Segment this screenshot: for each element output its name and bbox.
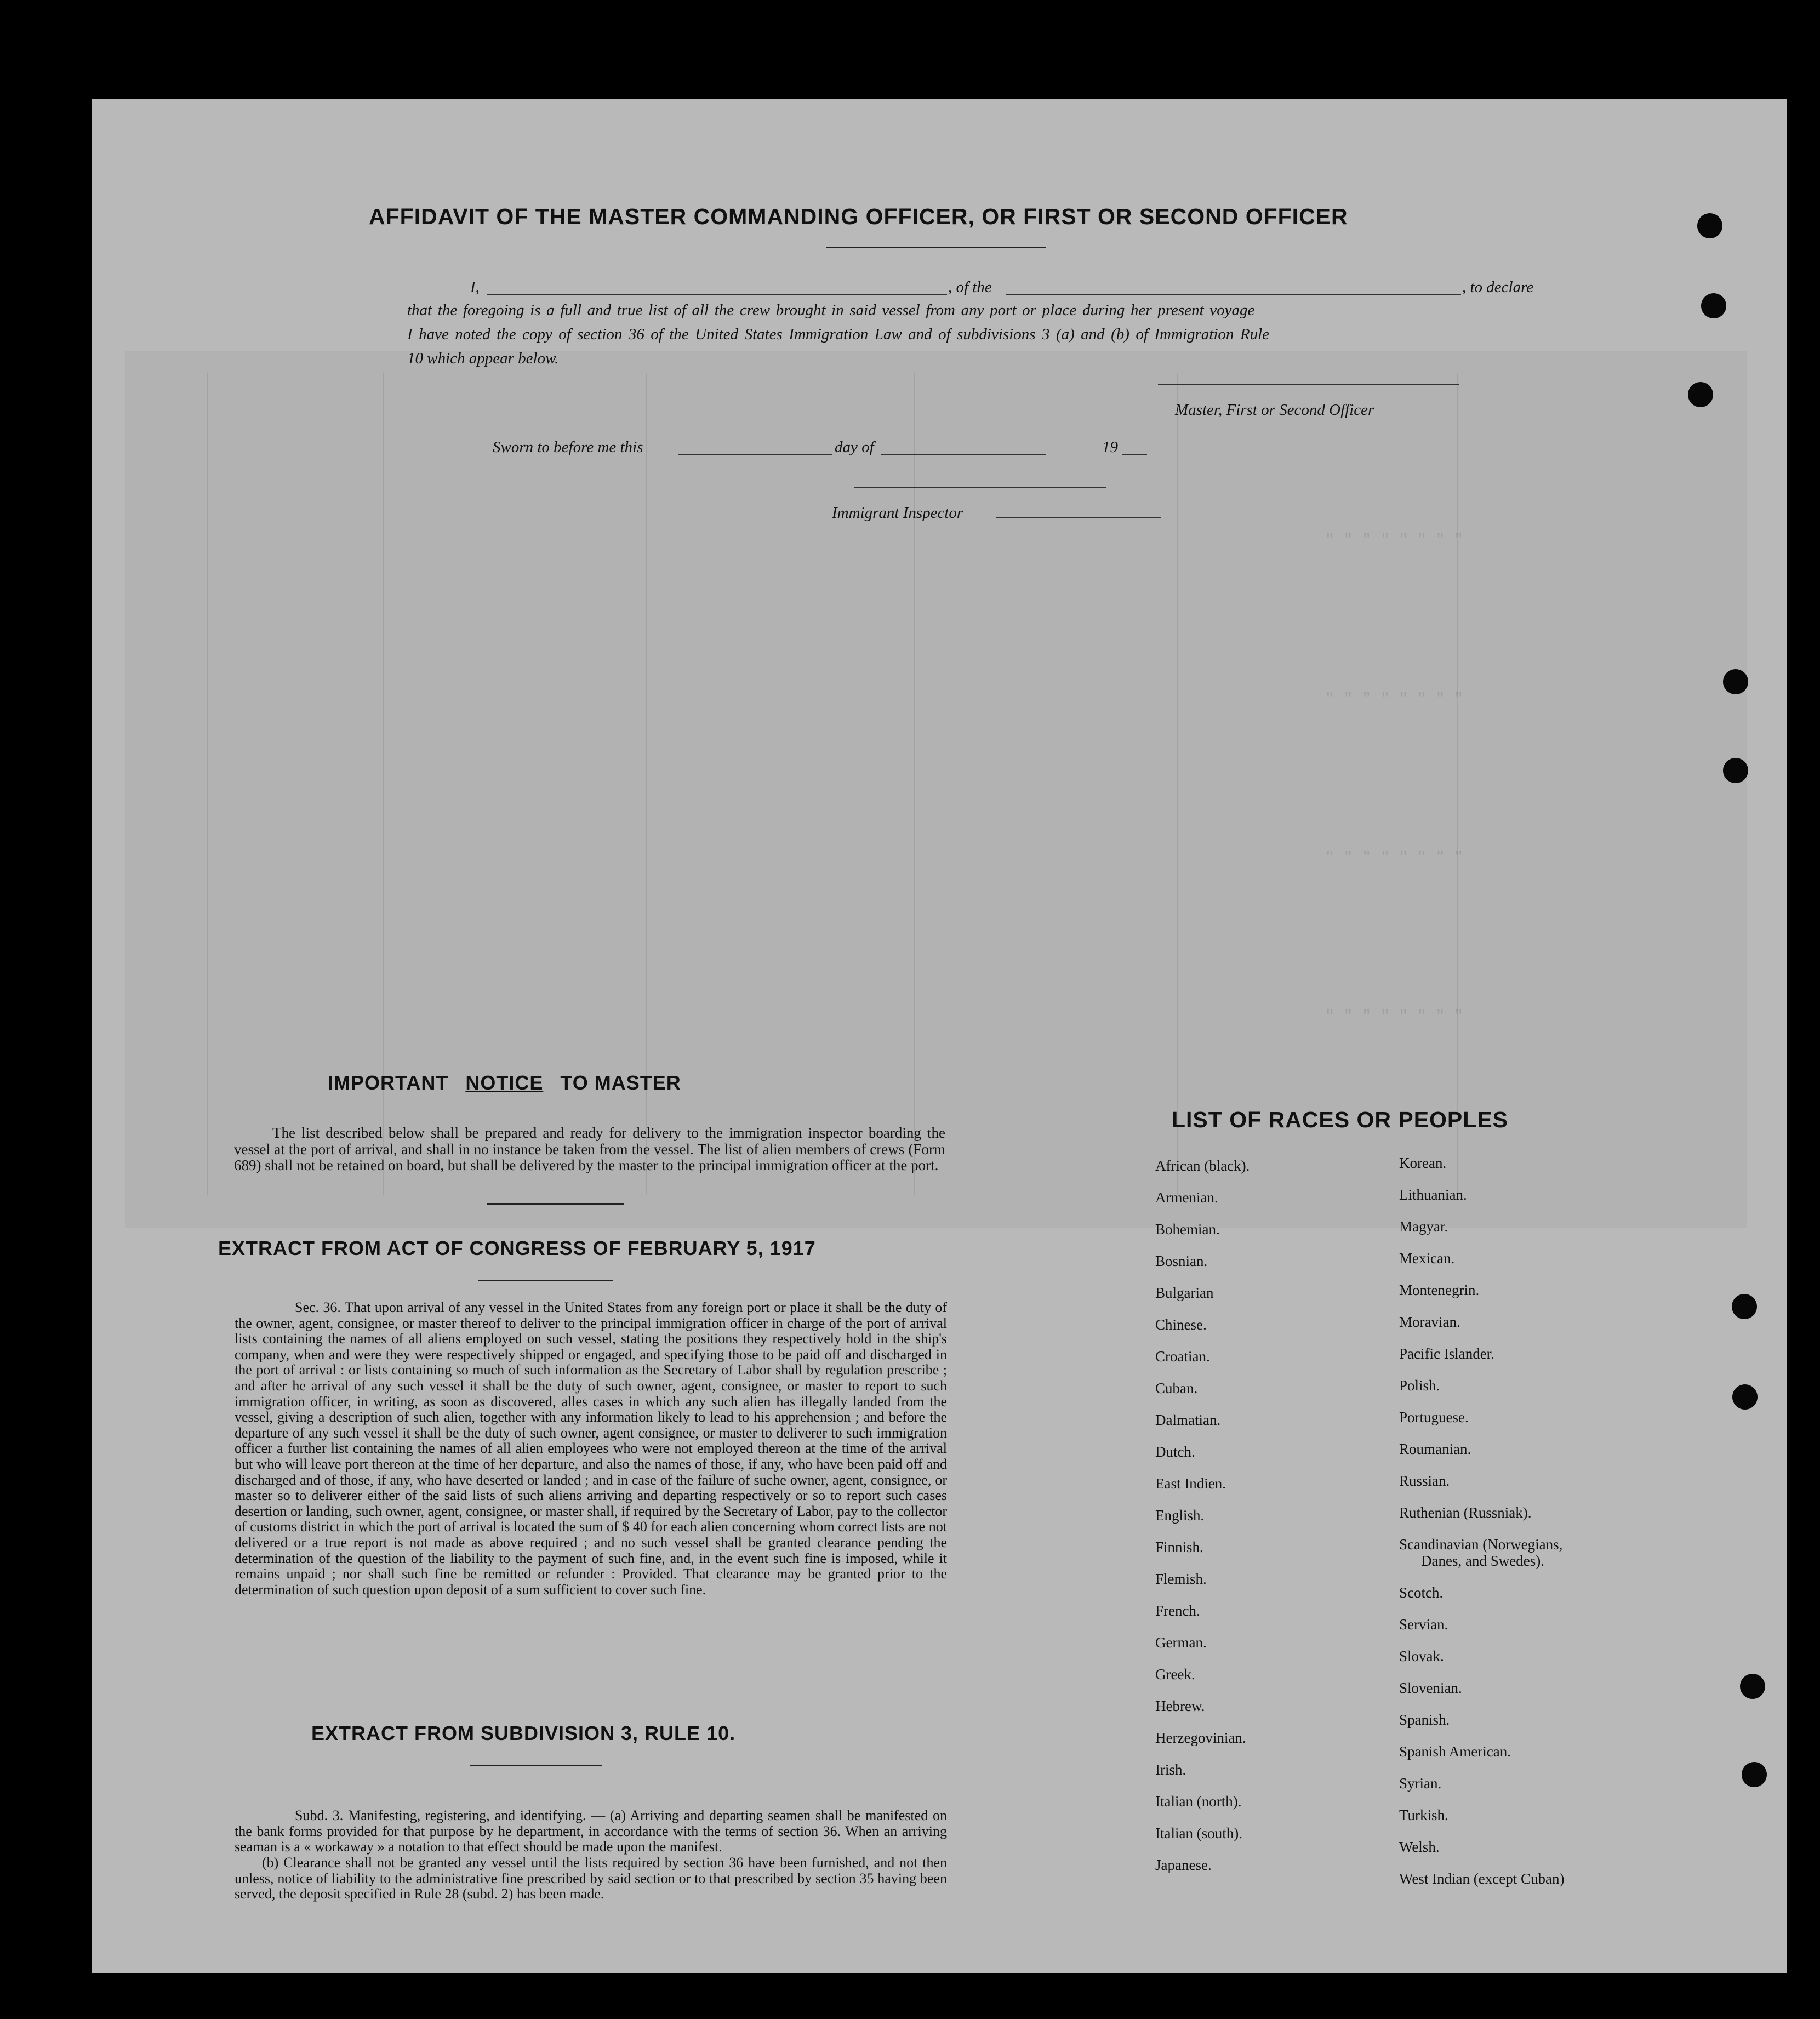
race-item: English. (1155, 1507, 1205, 1524)
vessel-blank[interactable] (1006, 294, 1461, 295)
races-title: LIST OF RACES OR PEOPLES (1172, 1107, 1509, 1132)
bleed-through-rule (1457, 373, 1458, 1195)
race-item: Flemish. (1155, 1571, 1207, 1587)
race-item: Welsh. (1399, 1839, 1440, 1855)
race-item: Spanish American. (1399, 1743, 1511, 1760)
race-item: Servian. (1399, 1616, 1448, 1633)
punch-hole (1701, 293, 1726, 318)
race-item: Mexican. (1399, 1250, 1455, 1267)
race-item: African (black). (1155, 1157, 1250, 1174)
punch-hole (1732, 1384, 1758, 1410)
affidavit-of-the: , of the (948, 278, 992, 296)
race-item: Croatian. (1155, 1348, 1210, 1365)
race-item: Scandinavian (Norwegians, (1399, 1536, 1563, 1553)
race-item: German. (1155, 1634, 1207, 1651)
race-item: Italian (south). (1155, 1825, 1242, 1841)
race-item: Spanish. (1399, 1712, 1450, 1728)
notice-title-notice: NOTICE (465, 1071, 544, 1094)
race-item: Slovenian. (1399, 1680, 1462, 1696)
inspector-label: Immigrant Inspector (832, 504, 963, 522)
affidavit-i: I, (470, 278, 480, 296)
act-title: EXTRACT FROM ACT OF CONGRESS OF FEBRUARY 5, 1917 (218, 1237, 816, 1259)
bleed-through-table (125, 351, 1747, 1228)
race-item: Armenian. (1155, 1189, 1218, 1206)
bleed-through-text: " " " " " " " " (1325, 1008, 1464, 1025)
race-item: Portuguese. (1399, 1409, 1469, 1425)
rule-text-b: (b) Clearance shall not be granted any vessel until the lists required by section 36 have been furnished, and not then unless, notice of liability to the administrative fine prescribed by said section or to that prescribed by section 35 having been served, the deposit specified in Rule 28 (subd. 2) has been made. (235, 1855, 947, 1902)
race-item: Polish. (1399, 1377, 1440, 1394)
bleed-through-text: " " " " " " " " (1325, 849, 1464, 866)
notice-title (328, 1071, 681, 1094)
race-item: Korean. (1399, 1155, 1447, 1171)
race-item: Bosnian. (1155, 1253, 1208, 1269)
year-label: 19 (1102, 438, 1118, 456)
race-item: East Indien. (1155, 1475, 1226, 1492)
punch-hole (1732, 1294, 1757, 1319)
race-item: Montenegrin. (1399, 1282, 1480, 1298)
rule-title-rule (470, 1765, 602, 1766)
race-item: Irish. (1155, 1761, 1186, 1778)
sworn-month-blank[interactable] (881, 454, 1046, 455)
inspector-signature-line[interactable] (854, 487, 1106, 488)
punch-hole (1723, 758, 1748, 783)
race-item: Bulgarian (1155, 1285, 1214, 1301)
race-item: French. (1155, 1602, 1200, 1619)
bleed-through-rule (207, 373, 208, 1195)
notice-rule (487, 1203, 624, 1205)
punch-hole (1688, 382, 1713, 407)
race-item: Roumanian. (1399, 1441, 1471, 1457)
race-item: Danes, and Swedes). (1421, 1553, 1544, 1569)
affidavit-line-3: I have noted the copy of section 36 of the United States Immigration Law and of subdivisions 3 (a) and (b) of Immigration Rule (407, 326, 1269, 343)
race-item: Magyar. (1399, 1218, 1448, 1235)
affidavit-title-rule (826, 247, 1046, 248)
race-item: Dalmatian. (1155, 1412, 1221, 1428)
document-page (92, 99, 1787, 1973)
bleed-through-text: " " " " " " " " (1325, 691, 1464, 708)
affidavit-title: AFFIDAVIT OF THE MASTER COMMANDING OFFICER, OR FIRST OR SECOND OFFICER (369, 204, 1348, 229)
affidavit-line-2: that the foregoing is a full and true list of all the crew brought in said vessel from any port or place during her present voyage (407, 301, 1255, 319)
race-item: Italian (north). (1155, 1793, 1242, 1810)
affidavit-line-4: 10 which appear below. (407, 350, 559, 367)
race-item: Ruthenian (Russniak). (1399, 1504, 1532, 1521)
punch-hole (1697, 213, 1722, 238)
race-item: Herzegovinian. (1155, 1730, 1246, 1746)
race-item: Dutch. (1155, 1444, 1195, 1460)
race-item: West Indian (except Cuban) (1399, 1870, 1565, 1887)
race-item: Bohemian. (1155, 1221, 1220, 1237)
year-blank[interactable] (1122, 454, 1147, 455)
race-item: Turkish. (1399, 1807, 1448, 1823)
race-item: Scotch. (1399, 1584, 1444, 1601)
race-item: Japanese. (1155, 1857, 1212, 1873)
rule-title: EXTRACT FROM SUBDIVISION 3, RULE 10. (311, 1722, 736, 1744)
races-column-1 (1155, 1157, 1250, 1889)
day-of-label: day of (835, 438, 874, 456)
bleed-through-rule (914, 373, 915, 1195)
inspector-blank[interactable] (996, 517, 1161, 518)
signer-label: Master, First or Second Officer (1175, 401, 1374, 419)
act-title-rule (478, 1280, 613, 1281)
punch-hole (1742, 1762, 1767, 1787)
race-item: Syrian. (1399, 1775, 1442, 1792)
affidavit-declare: , to declare (1462, 278, 1534, 296)
race-item: Russian. (1399, 1473, 1450, 1489)
punch-hole (1723, 669, 1748, 694)
race-item: Pacific Islander. (1399, 1345, 1494, 1362)
signature-line[interactable] (1158, 384, 1459, 385)
race-item: Slovak. (1399, 1648, 1444, 1664)
notice-title-important: IMPORTANT (328, 1071, 449, 1094)
sworn-label: Sworn to before me this (493, 438, 643, 456)
race-item: Greek. (1155, 1666, 1195, 1682)
race-item: Cuban. (1155, 1380, 1198, 1396)
name-blank[interactable] (487, 294, 947, 295)
race-item: Chinese. (1155, 1316, 1207, 1333)
race-item: Moravian. (1399, 1314, 1460, 1330)
notice-text: The list described below shall be prepared and ready for delivery to the immigration inspector boarding the vessel at the port of arrival, and shall in no instance be taken from the vessel. The list of alien members of crews (Form 689) shall not be retained on board, but shall be delivered by the master to the principal immigration officer at the port. (234, 1125, 945, 1173)
bleed-through-rule (1177, 373, 1178, 1195)
races-column-2 (1399, 1155, 1564, 1902)
sworn-day-blank[interactable] (678, 454, 832, 455)
act-text: Sec. 36. That upon arrival of any vessel in the United States from any foreign port or place it shall be the duty of the owner, agent, consignee, or master thereof to deliver to the principal immigration officer in charge of the port of arrival lists containing the names of all aliens employed on such vessel, stating the positions they respectively hold in the ship's company, when and were they were respectively shipped or engaged, and specifying those to be paid off and discharged in the port of arrival : or lists containing so much of such information as the Secretary of Labor shall by regulation prescribe ; and after he arrival of any such vessel it shall be the duty of such owner, agent, consignee, or master to report to such immigration officer, in writing, as soon as discovered, alles cases in which any such alien has illegally landed from the vessel, giving a description of such alien, together with any information likely to lead to his apprehension ; and before the departure of any such vessel it shall be the duty of such owner, agent consignee, or master to deliverer to such immigration officer a further list containing the names of all alien employees who were not employed thereon at the time of the arrival but who will leave port thereon at the time of her departure, and also the names of those, if any, who have been paid off and discharged and of those, if any, who have deserted or landed ; and in case of the failure of suche owner, agent, consignee, or master so to deliverer either of the said lists of such aliens arriving and departing respectively or so to report such cases desertion or landing, such owner, agent, consignee, or master shall, if required by the Secretary of Labor, pay to the collector of customs district in which the port of arrival is located the sum of $ 40 for each alien concerning whom correct lists are not delivered or a true report is not made as above required ; and no such vessel shall be granted clearance pending the determination of the question of the liability to the payment of such fine, and, in the event such fine is imposed, while it remains unpaid ; nor shall such fine be remitted or refunder : Provided. That clearance may be granted prior to the determination of such question upon deposit of a sum sufficient to cover such fine. (235, 1299, 947, 1598)
race-item: Lithuanian. (1399, 1187, 1467, 1203)
race-item: Hebrew. (1155, 1698, 1205, 1714)
race-item: Finnish. (1155, 1539, 1203, 1555)
rule-text-a: Subd. 3. Manifesting, registering, and identifying. — (a) Arriving and departing seamen shall be manifested on the bank forms provided for that purpose by he department, in accordance with the terms of section 36. When an arriving seaman is a « workaway » a notation to that effect should be made upon the manifest. (235, 1807, 947, 1855)
bleed-through-text: " " " " " " " " (1325, 532, 1464, 549)
punch-hole (1740, 1674, 1765, 1699)
notice-title-to-master: TO MASTER (560, 1071, 681, 1094)
